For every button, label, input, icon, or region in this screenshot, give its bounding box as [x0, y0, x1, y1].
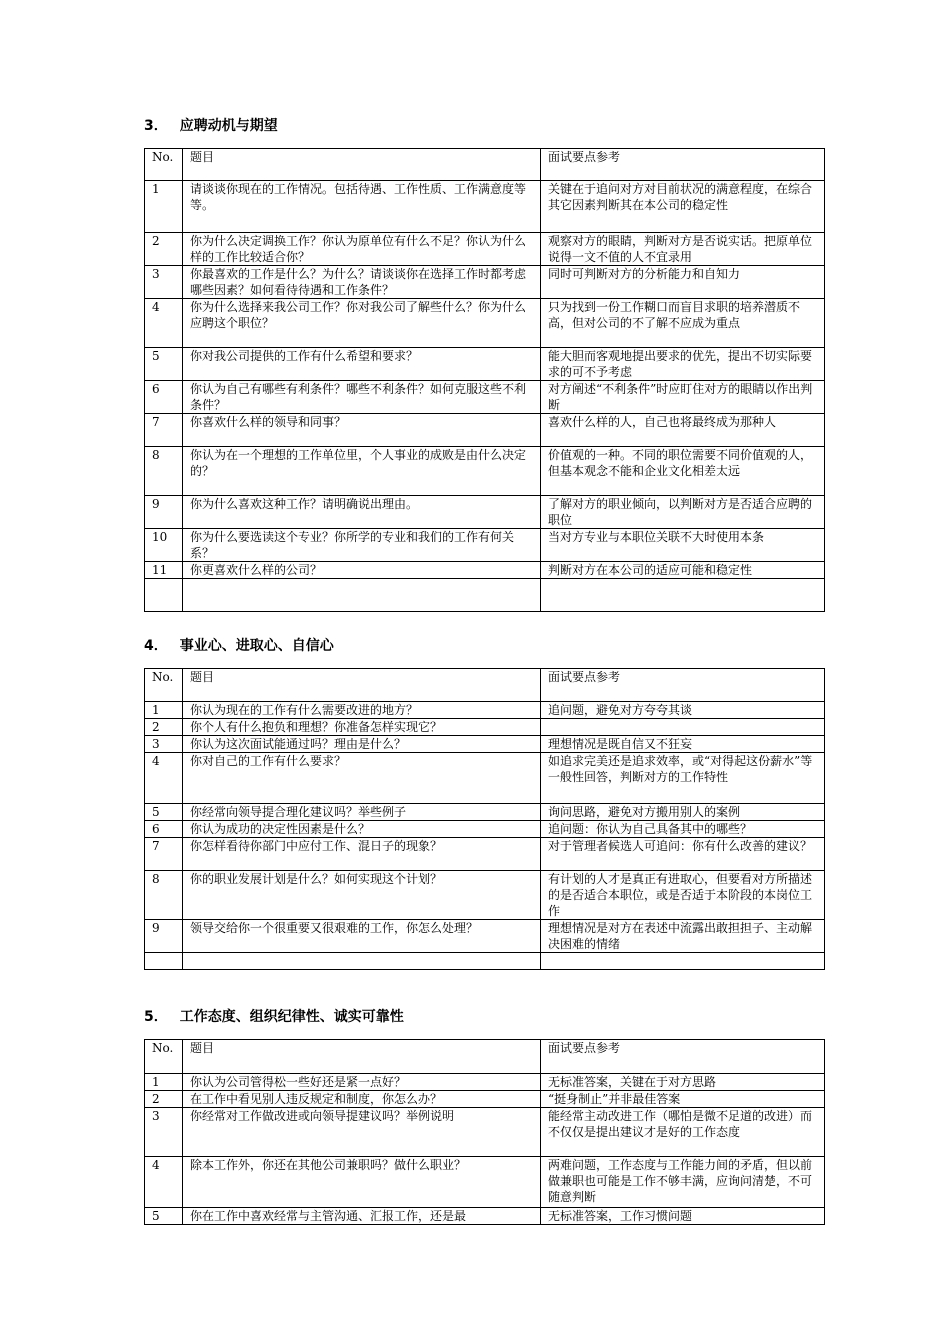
row-question: 你经常向领导提合理化建议吗？举些例子	[183, 804, 541, 821]
row-question: 你对自己的工作有什么要求？	[183, 753, 541, 804]
header-no: No.	[145, 669, 183, 702]
row-question: 你怎样看待你部门中应付工作、混日子的现象？	[183, 838, 541, 871]
table-row	[145, 719, 825, 736]
table-row	[145, 266, 825, 299]
row-question: 你最喜欢的工作是什么？为什么？请谈谈你在选择工作时都考虑哪些因素？如何看待待遇和工作条件？	[183, 266, 541, 299]
header-question: 题目	[183, 669, 541, 702]
row-no: 11	[145, 562, 183, 579]
row-reference: 喜欢什么样的人，自己也将最终成为那种人	[541, 414, 825, 447]
table-row	[145, 447, 825, 496]
row-question: 你认为自己有哪些有利条件？哪些不利条件？如何克服这些不利条件？	[183, 381, 541, 414]
row-question: 你更喜欢什么样的公司？	[183, 562, 541, 579]
header-no: No.	[145, 1040, 183, 1074]
header-reference: 面试要点参考	[541, 149, 825, 181]
table-row	[145, 181, 825, 233]
row-reference: 对方阐述“不利条件”时应盯住对方的眼睛以作出判断	[541, 381, 825, 414]
section-motivation	[144, 116, 824, 612]
row-reference: 当对方专业与本职位关联不大时使用本条	[541, 529, 825, 562]
row-question: 你认为这次面试能通过吗？理由是什么？	[183, 736, 541, 753]
row-reference: 能大胆而客观地提出要求的优先，提出不切实际要求的可不予考虑	[541, 348, 825, 381]
interview-question-table	[144, 1039, 825, 1225]
table-row	[145, 838, 825, 871]
row-question	[183, 953, 541, 970]
row-question: 你为什么要选读这个专业？你所学的专业和我们的工作有何关系？	[183, 529, 541, 562]
row-question: 你个人有什么抱负和理想？你准备怎样实现它？	[183, 719, 541, 736]
header-no: No.	[145, 149, 183, 181]
row-reference: 关键在于追问对方对目前状况的满意程度，在综合其它因素判断其在本公司的稳定性	[541, 181, 825, 233]
row-no: 4	[145, 1157, 183, 1208]
row-no: 3	[145, 736, 183, 753]
section-number: 5．	[144, 1009, 168, 1025]
row-no: 3	[145, 266, 183, 299]
row-reference: 询问思路，避免对方搬用别人的案例	[541, 804, 825, 821]
row-reference	[541, 719, 825, 736]
row-no: 5	[145, 1208, 183, 1225]
section-title: 工作态度、组织纪律性、诚实可靠性	[179, 1009, 404, 1025]
row-no: 2	[145, 1091, 183, 1108]
table-header-row	[145, 149, 825, 181]
row-no: 6	[145, 381, 183, 414]
row-question: 你为什么决定调换工作？你认为原单位有什么不足？你认为什么样的工作比较适合你？	[183, 233, 541, 266]
interview-question-table	[144, 148, 825, 612]
row-reference: 理想情况是对方在表述中流露出敢担担子、主动解决困难的情绪	[541, 920, 825, 953]
row-no: 10	[145, 529, 183, 562]
row-no: 4	[145, 753, 183, 804]
row-reference: “挺身制止”并非最佳答案	[541, 1091, 825, 1108]
table-row	[145, 702, 825, 719]
table-row	[145, 753, 825, 804]
row-no: 5	[145, 804, 183, 821]
table-row	[145, 920, 825, 953]
row-no: 1	[145, 181, 183, 233]
table-row	[145, 381, 825, 414]
row-question: 你对我公司提供的工作有什么希望和要求？	[183, 348, 541, 381]
table-row	[145, 804, 825, 821]
row-no: 6	[145, 821, 183, 838]
header-reference: 面试要点参考	[541, 1040, 825, 1074]
table-header-row	[145, 669, 825, 702]
header-question: 题目	[183, 149, 541, 181]
row-question	[183, 579, 541, 612]
row-no: 2	[145, 719, 183, 736]
row-no	[145, 579, 183, 612]
row-reference: 观察对方的眼睛，判断对方是否说实话。把原单位说得一文不值的人不宜录用	[541, 233, 825, 266]
table-row	[145, 299, 825, 348]
row-reference: 了解对方的职业倾向，以判断对方是否适合应聘的职位	[541, 496, 825, 529]
section-ambition	[144, 636, 824, 970]
row-reference	[541, 953, 825, 970]
row-reference: 价值观的一种。不同的职位需要不同价值观的人，但基本观念不能和企业文化相差太远	[541, 447, 825, 496]
row-question: 你认为在一个理想的工作单位里，个人事业的成败是由什么决定的？	[183, 447, 541, 496]
row-no: 4	[145, 299, 183, 348]
row-reference: 只为找到一份工作糊口而盲目求职的培养潜质不高，但对公司的不了解不应成为重点	[541, 299, 825, 348]
row-question: 你的职业发展计划是什么？如何实现这个计划？	[183, 871, 541, 920]
row-no: 9	[145, 496, 183, 529]
table-row	[145, 348, 825, 381]
interview-question-table	[144, 668, 825, 970]
row-reference: 两难问题，工作态度与工作能力间的矛盾，但以前做兼职也可能是工作不够丰满，应询问清楚，不可随意判断	[541, 1157, 825, 1208]
row-question: 除本工作外，你还在其他公司兼职吗？做什么职业？	[183, 1157, 541, 1208]
table-row	[145, 496, 825, 529]
row-question: 你在工作中喜欢经常与主管沟通、汇报工作，还是最	[183, 1208, 541, 1225]
section-heading	[144, 636, 824, 656]
row-question: 你认为现在的工作有什么需要改进的地方？	[183, 702, 541, 719]
section-title: 应聘动机与期望	[179, 118, 278, 134]
row-reference: 无标准答案，关键在于对方思路	[541, 1074, 825, 1091]
row-reference: 对于管理者候选人可追问：你有什么改善的建议？	[541, 838, 825, 871]
row-reference: 追问题，避免对方夸夸其谈	[541, 702, 825, 719]
section-heading	[144, 1007, 824, 1027]
row-question: 在工作中看见别人违反规定和制度，你怎么办？	[183, 1091, 541, 1108]
table-row-empty	[145, 953, 825, 970]
row-no: 7	[145, 414, 183, 447]
table-row	[145, 1091, 825, 1108]
header-question: 题目	[183, 1040, 541, 1074]
section-number: 3．	[144, 118, 168, 134]
row-reference: 无标准答案，工作习惯问题	[541, 1208, 825, 1225]
row-no: 1	[145, 1074, 183, 1091]
row-reference: 能经常主动改进工作（哪怕是微不足道的改进）而不仅仅是提出建议才是好的工作态度	[541, 1108, 825, 1157]
table-row	[145, 736, 825, 753]
row-question: 你认为成功的决定性因素是什么？	[183, 821, 541, 838]
row-reference: 有计划的人才是真正有进取心，但要看对方所描述的是否适合本职位，或是否适于本阶段的本岗位工作	[541, 871, 825, 920]
table-header-row	[145, 1040, 825, 1074]
table-row	[145, 1157, 825, 1208]
row-reference: 同时可判断对方的分析能力和自知力	[541, 266, 825, 299]
table-row	[145, 562, 825, 579]
row-question: 你认为公司管得松一些好还是紧一点好？	[183, 1074, 541, 1091]
table-row	[145, 1108, 825, 1157]
table-row	[145, 1074, 825, 1091]
row-reference: 理想情况是既自信又不狂妄	[541, 736, 825, 753]
row-no: 9	[145, 920, 183, 953]
row-no: 8	[145, 447, 183, 496]
table-row	[145, 529, 825, 562]
section-work-attitude	[144, 1007, 824, 1225]
row-no: 7	[145, 838, 183, 871]
table-row	[145, 233, 825, 266]
row-question: 你喜欢什么样的领导和同事？	[183, 414, 541, 447]
row-reference: 追问题：你认为自己具备其中的哪些？	[541, 821, 825, 838]
row-reference: 判断对方在本公司的适应可能和稳定性	[541, 562, 825, 579]
row-question: 请谈谈你现在的工作情况。包括待遇、工作性质、工作满意度等等。	[183, 181, 541, 233]
section-number: 4．	[144, 638, 168, 654]
table-row	[145, 1208, 825, 1225]
row-no	[145, 953, 183, 970]
header-reference: 面试要点参考	[541, 669, 825, 702]
row-no: 8	[145, 871, 183, 920]
section-title: 事业心、进取心、自信心	[179, 638, 334, 654]
row-question: 领导交给你一个很重要又很艰难的工作，你怎么处理？	[183, 920, 541, 953]
row-no: 1	[145, 702, 183, 719]
table-row	[145, 871, 825, 920]
row-question: 你经常对工作做改进或向领导提建议吗？举例说明	[183, 1108, 541, 1157]
section-heading	[144, 116, 824, 136]
row-no: 5	[145, 348, 183, 381]
table-row	[145, 414, 825, 447]
table-row-empty	[145, 579, 825, 612]
row-question: 你为什么喜欢这种工作？请明确说出理由。	[183, 496, 541, 529]
row-no: 3	[145, 1108, 183, 1157]
table-row	[145, 821, 825, 838]
row-reference	[541, 579, 825, 612]
row-reference: 如追求完美还是追求效率，或“对得起这份薪水”等一般性回答，判断对方的工作特性	[541, 753, 825, 804]
row-no: 2	[145, 233, 183, 266]
row-question: 你为什么选择来我公司工作？你对我公司了解些什么？你为什么应聘这个职位？	[183, 299, 541, 348]
